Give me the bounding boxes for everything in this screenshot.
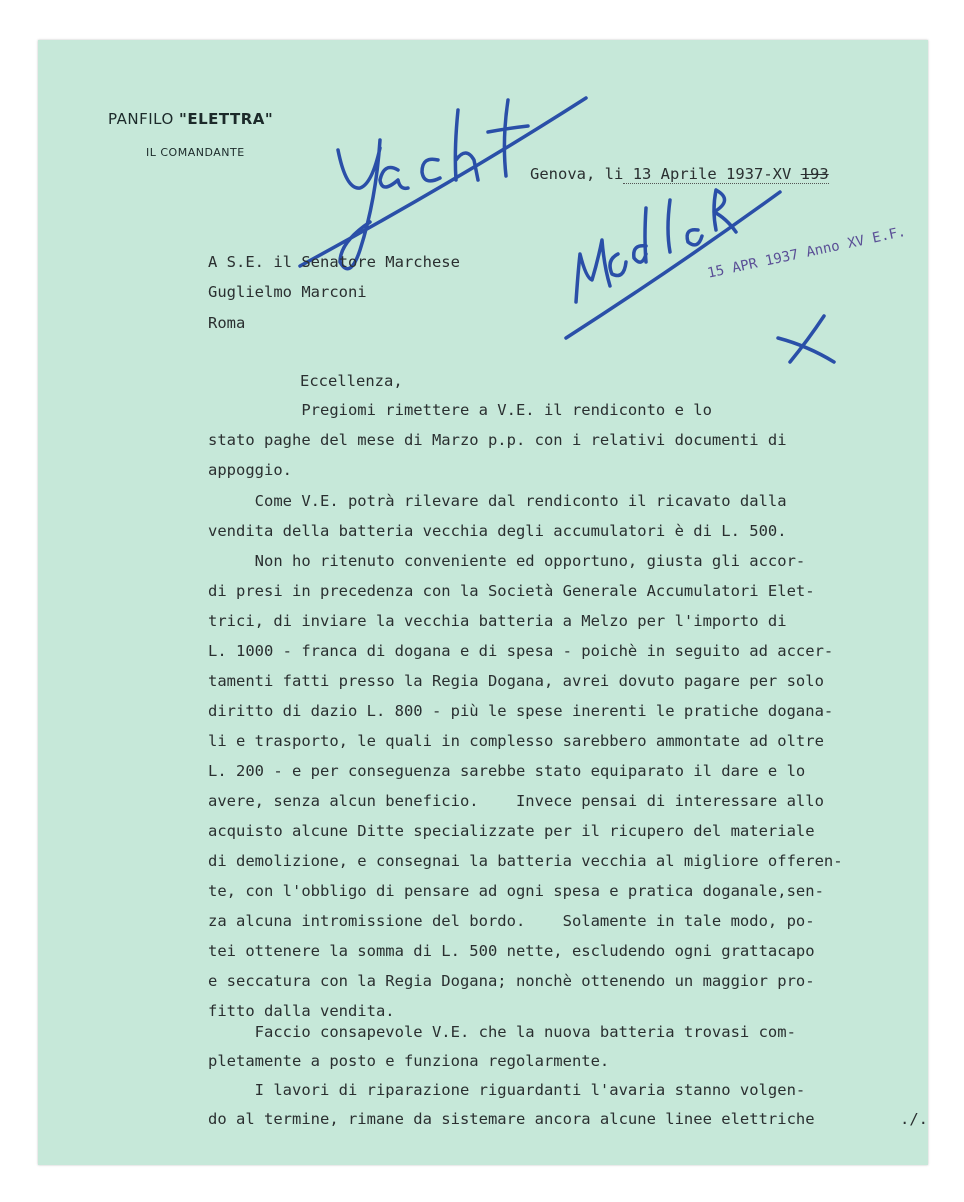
modulo-o-stroke	[610, 254, 626, 276]
yacht-handwriting	[300, 98, 586, 269]
letterhead-title: PANFILO "ELETTRA"	[108, 110, 274, 128]
body-line: te, con l'obbligo di pensare ad ogni spesa e pratica doganale,sen-	[208, 882, 824, 900]
body-line: acquisto alcune Ditte specializzate per il ricupero del materiale	[208, 822, 815, 840]
body-line: pletamente a posto e funziona regolarmente.	[208, 1052, 610, 1070]
yacht-a-stroke	[380, 168, 408, 189]
body-line: Non ho ritenuto conveniente ed opportuno, giusta gli accor-	[208, 552, 806, 570]
body-line: vendita della batteria vecchia degli accumulatori è di L. 500.	[208, 522, 787, 540]
date-value: 13 Aprile 1937-XV	[632, 165, 792, 183]
body-line: tei ottenere la somma di L. 500 nette, escludendo ogni grattacapo	[208, 942, 815, 960]
date-line	[530, 165, 829, 183]
continuation-mark: ./.	[900, 1110, 928, 1128]
date-struck-year: 193	[800, 165, 829, 183]
date-value-field	[623, 165, 828, 184]
body-line: I lavori di riparazione riguardanti l'avaria stanno volgen-	[208, 1081, 806, 1099]
body-line: za alcuna intromissione del bordo. Solamente in tale modo, po-	[208, 912, 815, 930]
cross-mark	[778, 316, 834, 362]
body-line: tamenti fatti presso la Regia Dogana, avrei dovuto pagare per solo	[208, 672, 824, 690]
letterhead-subtitle: IL COMANDANTE	[146, 146, 245, 159]
body-line: diritto di dazio L. 800 - più le spese inerenti le pratiche dogana-	[208, 702, 834, 720]
modulo-m-stroke	[576, 240, 610, 302]
body-line: Pregiomi rimettere a V.E. il rendiconto e lo	[208, 401, 712, 419]
body-line: stato paghe del mese di Marzo p.p. con i relativi documenti di	[208, 431, 787, 449]
address-line-3: Roma	[208, 314, 246, 332]
date-li: li	[604, 165, 624, 183]
body-line: fitto dalla vendita.	[208, 1002, 395, 1020]
modulo-ar-stroke	[687, 190, 736, 245]
body-line: di presi in precedenza con la Società Generale Accumulatori Elet-	[208, 582, 815, 600]
body-line: avere, senza alcun beneficio. Invece pensai di interessare allo	[208, 792, 824, 810]
body-line: e seccatura con la Regia Dogana; nonchè ottenendo un maggior pro-	[208, 972, 815, 990]
body-line: do al termine, rimane da sistemare ancora alcune linee elettriche	[208, 1110, 815, 1128]
body-line: L. 1000 - franca di dogana e di spesa - poichè in seguito ad accer-	[208, 642, 834, 660]
handwritten-annotations	[38, 40, 928, 1165]
body-line: di demolizione, e consegnai la batteria vecchia al migliore offeren-	[208, 852, 843, 870]
received-date-stamp: 15 APR 1937 Anno XV E.F.	[706, 223, 908, 282]
modulo-l-stroke	[668, 200, 670, 252]
yacht-name: "ELETTRA"	[179, 110, 274, 128]
body-line: li e trasporto, le quali in complesso sarebbero ammontate ad oltre	[208, 732, 824, 750]
address-line-1: A S.E. il Senatore Marchese	[208, 253, 460, 271]
modulo-d-stroke	[634, 208, 646, 262]
yacht-y-stroke	[338, 140, 380, 269]
body-line: trici, di inviare la vecchia batteria a Melzo per l'importo di	[208, 612, 787, 630]
salutation: Eccellenza,	[300, 372, 403, 390]
body-line: appoggio.	[208, 461, 292, 479]
yacht-c-stroke	[422, 159, 440, 181]
letter-sheet	[38, 40, 928, 1165]
address-line-2: Guglielmo Marconi	[208, 283, 367, 301]
body-line: L. 200 - e per conseguenza sarebbe stato equiparato il dare e lo	[208, 762, 806, 780]
date-city: Genova,	[530, 165, 596, 183]
body-line: Faccio consapevole V.E. che la nuova batteria trovasi com-	[208, 1023, 796, 1041]
body-line: Come V.E. potrà rilevare dal rendiconto il ricavato dalla	[208, 492, 787, 510]
